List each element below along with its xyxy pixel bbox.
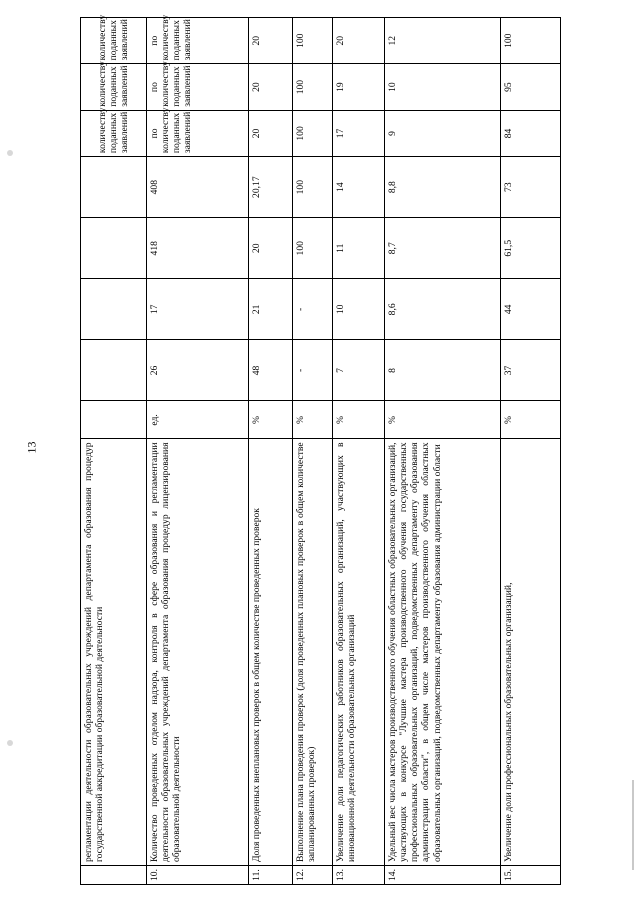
value-cell: по количеству поданных заявлений [147, 18, 249, 64]
row-number: 10. [147, 866, 249, 885]
value-cell: 37 [501, 340, 561, 401]
value-cell: 10 [333, 279, 385, 340]
value-cell: 100 [293, 157, 333, 218]
value-cell: 20 [333, 18, 385, 64]
row-number: 15. [501, 866, 561, 885]
value-cell: 61,5 [501, 218, 561, 279]
indicator-description: регламентации деятельности образовательных учреждений департамента образования процедур государственной аккредитации образовательной деятельности [81, 439, 147, 866]
value-cell: 8,6 [385, 279, 501, 340]
value-cell: 12 [385, 18, 501, 64]
value-cell: 20 [249, 18, 293, 64]
table-row [249, 18, 293, 885]
value-cell: 26 [147, 340, 249, 401]
value-cell: 44 [501, 279, 561, 340]
unit-cell: ед. [147, 401, 249, 439]
value-cell: 95 [501, 64, 561, 110]
unit-cell: % [249, 401, 293, 439]
header-fragment-cell: количеству поданных заявлений [81, 18, 147, 64]
indicators-table [80, 14, 561, 885]
indicator-description: Удельный вес числа мастеров производственного обучения областных образовательных организаций, участвующих в конкурсе "Лучшие мастера производственного обучения государственных профессиональных образовательных организаций, подведомственных департаменту образования администрации области", в общем числе мастеров производственного обучения областных образовательных организаций, подведомственных департаменту образования администрации области [385, 439, 501, 866]
value-cell: 20 [249, 110, 293, 156]
value-cell: 73 [501, 157, 561, 218]
value-cell: 100 [293, 18, 333, 64]
value-cell [81, 279, 147, 340]
row-number: 13. [333, 866, 385, 885]
indicators-table-wrapper [80, 14, 560, 885]
value-cell: по количеству поданных заявлений [147, 110, 249, 156]
row-number: 12. [293, 866, 333, 885]
table-row [147, 18, 249, 885]
table-row [385, 18, 501, 885]
value-cell: 418 [147, 218, 249, 279]
value-cell: 48 [249, 340, 293, 401]
indicator-description: Выполнение плана проведения проверок (доля проведенных плановых проверок в общем количестве запланированных проверок) [293, 439, 333, 866]
row-number: 11. [249, 866, 293, 885]
row-number: 14. [385, 866, 501, 885]
value-cell: 84 [501, 110, 561, 156]
value-cell: 7 [333, 340, 385, 401]
value-cell: 11 [333, 218, 385, 279]
unit-cell: % [501, 401, 561, 439]
value-cell: 100 [293, 218, 333, 279]
unit-cell: % [385, 401, 501, 439]
value-cell: 20 [249, 64, 293, 110]
value-cell: 408 [147, 157, 249, 218]
value-cell: 17 [333, 110, 385, 156]
value-cell [81, 218, 147, 279]
value-cell: 9 [385, 110, 501, 156]
unit-cell: % [333, 401, 385, 439]
value-cell: 8,8 [385, 157, 501, 218]
unit-cell [81, 401, 147, 439]
value-cell: 100 [293, 64, 333, 110]
indicator-description: Увеличение доли профессиональных образовательных организаций, [501, 439, 561, 866]
value-cell: 20 [249, 218, 293, 279]
row-number [81, 866, 147, 885]
table-row [501, 18, 561, 885]
value-cell: 14 [333, 157, 385, 218]
value-cell: 8 [385, 340, 501, 401]
value-cell: 21 [249, 279, 293, 340]
value-cell: по количеству поданных заявлений [147, 64, 249, 110]
header-fragment-cell: количеству поданных заявлений [81, 64, 147, 110]
table-row [333, 18, 385, 885]
page-number: 13 [24, 441, 39, 454]
scan-edge-mark [632, 780, 634, 870]
table-row [81, 18, 147, 885]
indicator-description: Увеличение доли педагогических работников образовательных организаций, участвующих в инновационной деятельности образовательных организаций [333, 439, 385, 866]
value-cell: 10 [385, 64, 501, 110]
header-fragment-cell: количеству поданных заявлений [81, 110, 147, 156]
indicator-description: Количество проведенных отделом надзора, контроля в сфере образования и регламентации деятельности образовательных учреждений департамента образования процедур лицензирования образовательной деятельности [147, 439, 249, 866]
unit-cell: % [293, 401, 333, 439]
binding-hole-mark [7, 740, 13, 746]
value-cell: 100 [501, 18, 561, 64]
value-cell: 8,7 [385, 218, 501, 279]
value-cell: 19 [333, 64, 385, 110]
value-cell: - [293, 279, 333, 340]
indicator-description: Доля проведенных внеплановых проверок в общем количестве проведенных проверок [249, 439, 293, 866]
value-cell: 17 [147, 279, 249, 340]
value-cell [81, 157, 147, 218]
value-cell [81, 340, 147, 401]
binding-hole-mark [7, 150, 13, 156]
value-cell: - [293, 340, 333, 401]
value-cell: 20,17 [249, 157, 293, 218]
table-row [293, 18, 333, 885]
value-cell: 100 [293, 110, 333, 156]
